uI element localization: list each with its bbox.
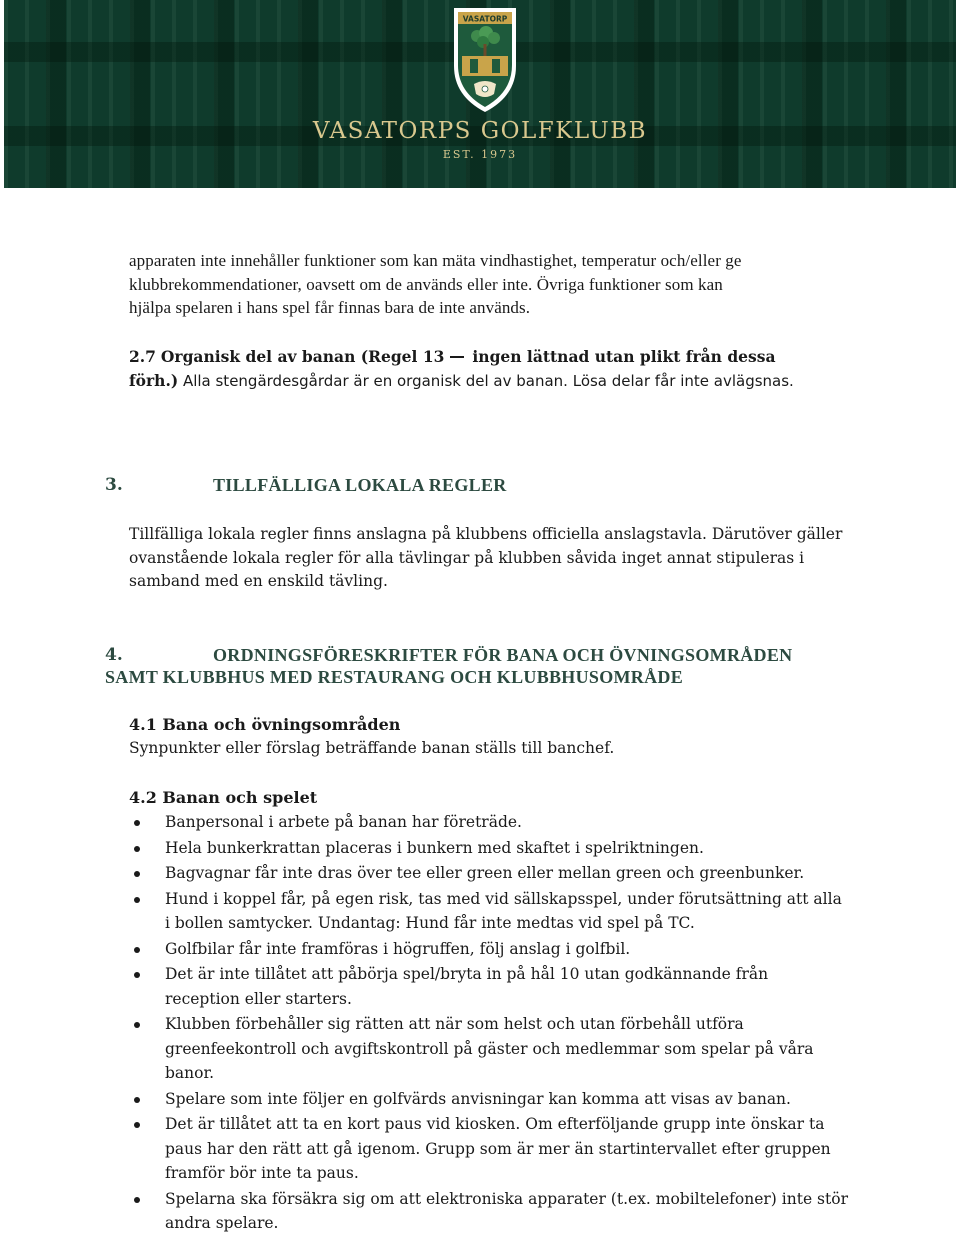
list-item: Hund i koppel får, på egen risk, tas med vid sällskapsspel, under förutsättning att alla i bollen samtycker. Undantag: Hund får inte medtas vid spel på TC. — [129, 887, 889, 936]
list-item: Spelarna ska försäkra sig om att elektroniska apparater (t.ex. mobiltelefoner) inte stör andra spelare. — [129, 1187, 889, 1236]
list-item: Klubben förbehåller sig rätten att när som helst och utan förbehåll utföra greenfeekontroll och avgiftskontroll på gäster och medlemmar som spelar på våra banor. — [129, 1012, 889, 1086]
club-name: VASATORPS GOLFKLUBB — [312, 118, 648, 144]
list-item: Det är inte tillåtet att påbörja spel/bryta in på hål 10 utan godkännande från reception eller starters. — [129, 962, 889, 1011]
section-3-paragraph: Tillfälliga lokala regler finns anslagna på klubbens officiella anslagstavla. Därutöver gäller ovanstående lokala regler för alla tävlingar på klubben såvida inget annat stipuleras i samband med en enskild tävling. — [129, 525, 843, 590]
subsection-4-1-heading: 4.1 Bana och övningsområden — [129, 715, 401, 734]
list-item: Banpersonal i arbete på banan har företräde. — [129, 810, 889, 835]
rule-2-7-title-a: Organisk del av banan (Regel 13 — [160, 347, 445, 366]
subsection-4-2-heading: 4.2 Banan och spelet — [129, 788, 318, 807]
intro-paragraph: apparaten inte innehåller funktioner som kan mäta vindhastighet, temperatur och/eller ge klubbrekommendationer, oavsett om de används eller inte. Övriga funktioner som kan hjälpa spelaren i hans spel får finnas bara de inte används. — [129, 251, 742, 317]
section-4-number: 4. — [105, 645, 123, 665]
rule-2-7-title-c: förh.) — [129, 371, 179, 390]
crest-label: VASATORP — [462, 14, 508, 24]
list-item: Hela bunkerkrattan placeras i bunkern med skaftet i spelriktningen. — [129, 836, 889, 861]
section-4-heading-line1: ORDNINGSFÖRESKRIFTER FÖR BANA OCH ÖVNINGSOMRÅDEN — [213, 645, 793, 665]
rule-2-7-number: 2.7 — [129, 347, 156, 366]
list-item: Det är tillåtet att ta en kort paus vid kiosken. Om efterföljande grupp inte önskar ta paus har den rätt att gå igenom. Grupp som är mer än startintervallet efter gruppen framför bör inte ta paus. — [129, 1112, 889, 1186]
rule-2-7-body: Alla stengärdesgårdar är en organisk del av banan. Lösa delar får inte avlägsnas. — [178, 372, 794, 390]
page-header — [4, 0, 956, 188]
list-item: Spelare som inte följer en golfvärds anvisningar kan komma att visas av banan. — [129, 1087, 889, 1112]
club-crest-logo — [450, 4, 520, 116]
section-3-heading: TILLFÄLLIGA LOKALA REGLER — [213, 475, 507, 495]
section-4-heading-line2: SAMT KLUBBHUS MED RESTAURANG OCH KLUBBHUSOMRÅDE — [105, 667, 684, 687]
section-3-number: 3. — [105, 475, 123, 495]
club-established: EST. 1973 — [442, 148, 518, 161]
subsection-4-1-body: Synpunkter eller förslag beträffande banan ställs till banchef. — [129, 739, 615, 757]
rule-2-7-paragraph — [129, 345, 794, 393]
list-item: Bagvagnar får inte dras över tee eller green eller mellan green och greenbunker. — [129, 861, 889, 886]
rules-bullet-list — [129, 810, 889, 1237]
rule-2-7-title-b: ingen lättnad utan plikt från dessa — [472, 347, 776, 366]
dash-divider — [450, 356, 464, 358]
list-item: Golfbilar får inte framföras i högruffen, följ anslag i golfbil. — [129, 937, 889, 962]
